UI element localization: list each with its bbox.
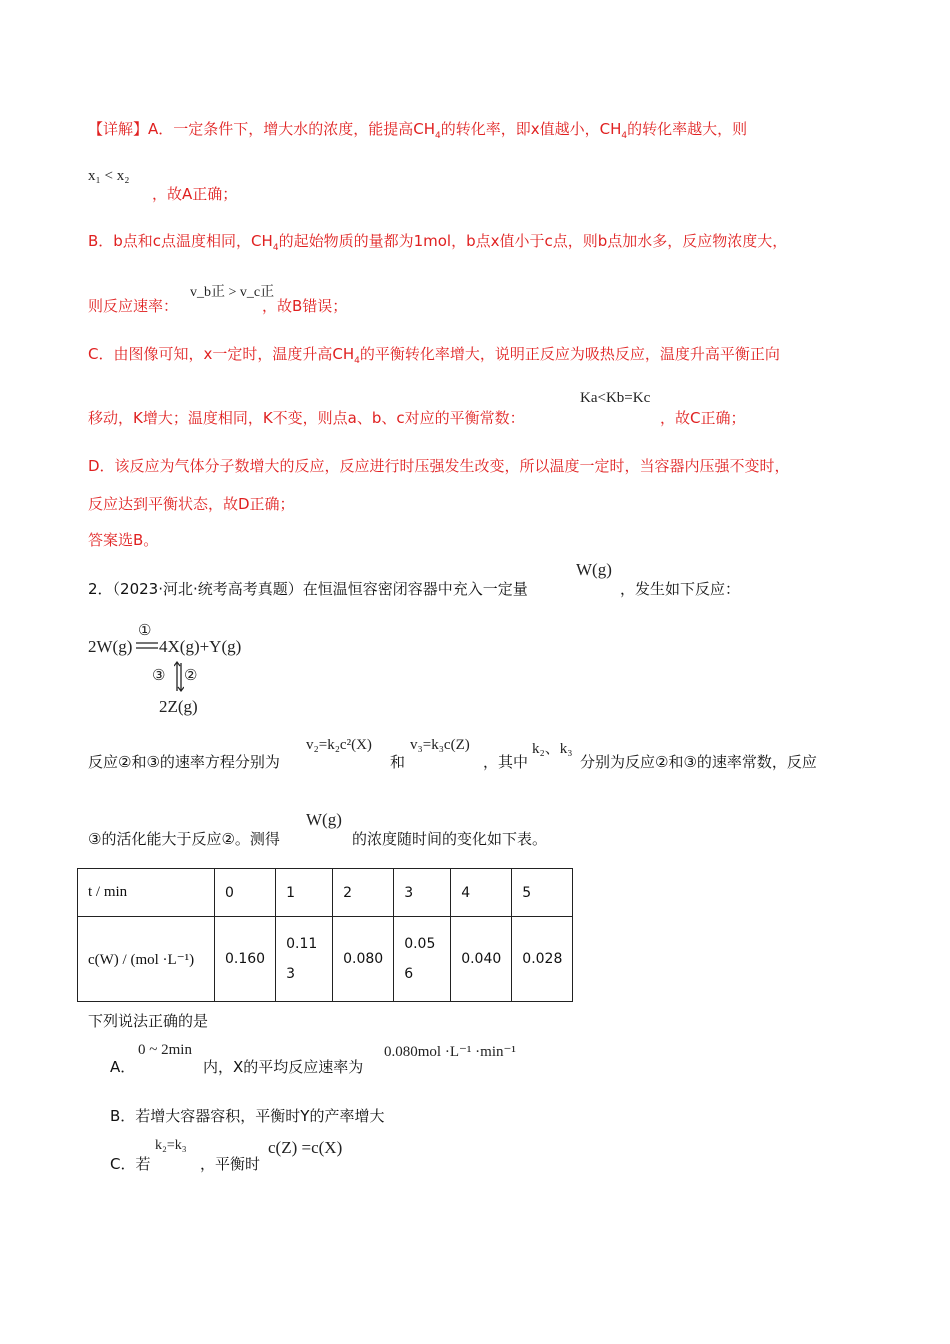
- detail-line-c2: 移动，K增大；温度相同，K不变，则点a、b、c对应的平衡常数：: [88, 409, 525, 427]
- table-time-cell: 1: [276, 869, 333, 917]
- rate-line1-text: 反应②和③的速率方程分别为: [88, 753, 280, 771]
- scheme-z: 2Z(g): [159, 697, 198, 716]
- scheme-circle-2: ②: [184, 668, 198, 684]
- table-value-cell: 0.080: [333, 917, 394, 1002]
- detail-line-c2b: ，故C正确；: [660, 409, 746, 427]
- detail-line-b2: 则反应速率：: [88, 297, 179, 315]
- math-v3: v₃=k₃c(Z): [410, 737, 470, 753]
- option-a-text: 内，X的平均反应速率为: [203, 1058, 364, 1076]
- detail-line-c1: C．由图像可知，x一定时，温度升高$CH_4$的平衡转化率增大，说明正反应为吸热反应，温度升高平衡正向: [88, 345, 780, 366]
- question-2-after: ，发生如下反应：: [620, 580, 741, 598]
- detail-line-b1: B．b点和c点温度相同，$CH_4$的起始物质的量都为1mol，b点x值小于c点，则b点加水多，反应物浓度大，: [88, 232, 788, 253]
- table-row: [78, 917, 573, 1002]
- math-k2-k3: k₂、k₃: [532, 741, 573, 757]
- rate-line1b: 分别为反应②和③的速率常数，反应: [580, 753, 817, 771]
- math-wg-2: W(g): [306, 810, 342, 829]
- table-time-cell: 2: [333, 869, 394, 917]
- option-c-text: ，平衡时: [200, 1155, 261, 1173]
- math-cz-eq-cx: c(Z) =c(X): [268, 1138, 343, 1157]
- double-arrow-icon: [136, 640, 158, 652]
- table-time-cell: 4: [451, 869, 512, 917]
- option-a-label: A．: [110, 1058, 136, 1076]
- table-time-cell: 5: [512, 869, 573, 917]
- table-value-cell: 0.113: [276, 917, 333, 1002]
- concentration-table: [77, 868, 573, 1002]
- detail-tag: 【详解】: [88, 120, 149, 138]
- scheme-circle-3: ③: [152, 668, 166, 684]
- table-time-cell: 3: [394, 869, 451, 917]
- table-value-cell: 0.160: [215, 917, 276, 1002]
- option-c-label: C．若: [110, 1155, 151, 1173]
- table-time-cell: 0: [215, 869, 276, 917]
- equilibrium-arrows-icon: [174, 661, 184, 693]
- table-value-cell: 0.028: [512, 917, 573, 1002]
- options-prompt: 下列说法正确的是: [88, 1012, 209, 1030]
- detail-line-d2: 反应达到平衡状态，故D正确；: [88, 495, 295, 513]
- question-2-line1: 2．（2023·河北·统考高考真题）在恒温恒容密闭容器中充入一定量: [88, 580, 528, 598]
- rate-where: ，其中: [483, 753, 529, 771]
- math-time-range: 0 ~ 2min: [138, 1042, 192, 1058]
- question-number: 2．: [88, 580, 113, 598]
- table-value-cell: 0.056: [394, 917, 451, 1002]
- scheme-circle-1: ①: [138, 623, 152, 639]
- scheme-products: 4X(g)+Y(g): [159, 637, 242, 656]
- math-k2-eq-k3: k₂=k₃: [155, 1138, 187, 1153]
- math-wg: W(g): [576, 560, 612, 579]
- math-x1-x2: x₁ < x₂: [88, 168, 130, 184]
- table-value-cell: 0.040: [451, 917, 512, 1002]
- rate-line2-text: ③的活化能大于反应②。测得: [88, 830, 280, 848]
- reaction-scheme: [88, 625, 268, 720]
- detail-line-d1: D．该反应为气体分子数增大的反应，反应进行时压强发生改变，所以温度一定时，当容器内压强不变时，: [88, 457, 790, 475]
- detail-answer: 答案选B。: [88, 531, 159, 549]
- math-vb-vc: v_b正 > v_c正: [190, 285, 275, 300]
- math-v2: v₂=k₂c²(X): [306, 737, 372, 753]
- rate-line2b: 的浓度随时间的变化如下表。: [352, 830, 548, 848]
- detail-line-a2: ，故A正确；: [152, 185, 238, 203]
- detail-line-b2b: ，故B错误；: [262, 297, 348, 315]
- math-rate-value: 0.080mol ·L⁻¹ ·min⁻¹: [384, 1044, 516, 1060]
- scheme-reactant: 2W(g): [88, 637, 133, 656]
- table-row-label: c(W) / (mol ·L⁻¹): [78, 917, 215, 1002]
- detail-line-a1: 【详解】A．一定条件下，增大水的浓度，能提高$CH_4$的转化率，即x值越小，$CH_4$的转化率越大，则: [88, 120, 748, 141]
- math-ka-kb-kc: Ka<Kb=Kc: [580, 390, 651, 406]
- table-header-row: [78, 869, 573, 917]
- option-b-text: B．若增大容器容积，平衡时Y的产率增大: [110, 1107, 385, 1125]
- rate-and: 和: [390, 753, 406, 771]
- table-header-label: t / min: [78, 869, 215, 917]
